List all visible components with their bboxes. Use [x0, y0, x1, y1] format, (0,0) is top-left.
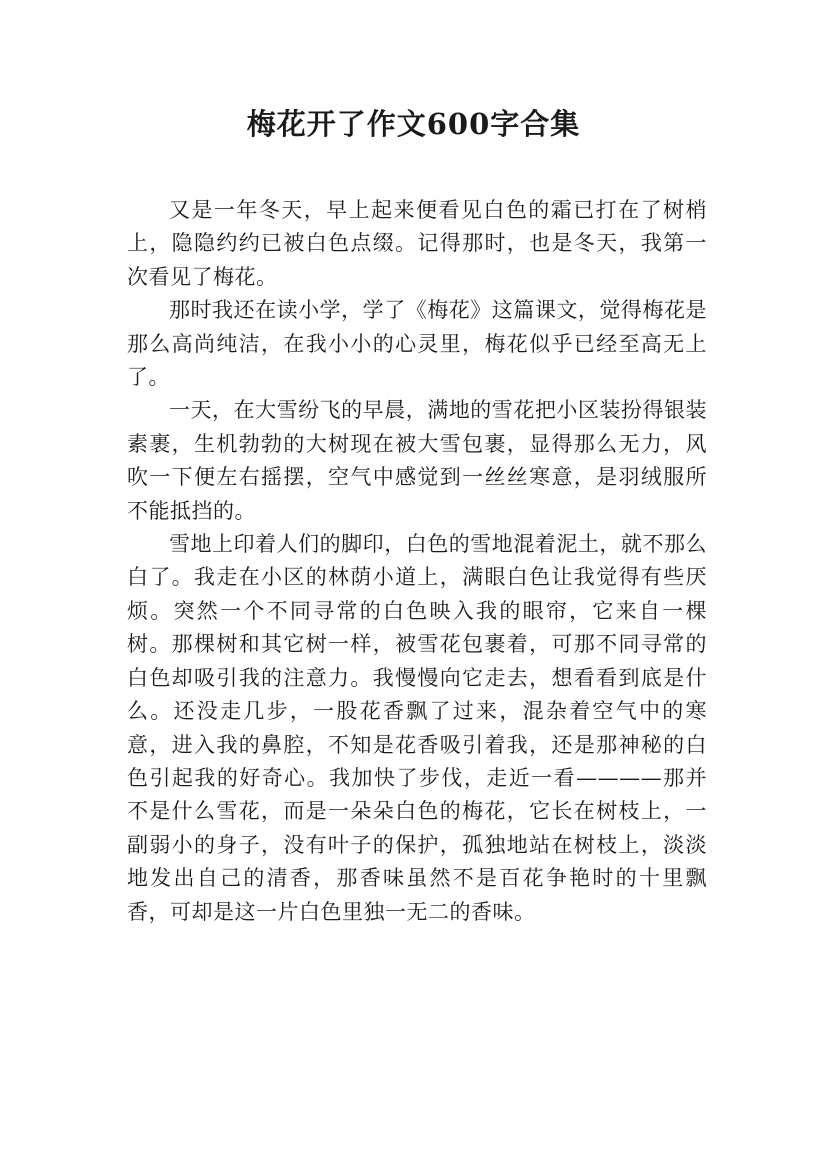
- document-title: 梅花开了作文600字合集: [246, 107, 581, 141]
- paragraph-4: 雪地上印着人们的脚印，白色的雪地混着泥土，就不那么白了。我走在小区的林荫小道上，满眼白色让我觉得有些厌烦。突然一个不同寻常的白色映入我的眼帘，它来自一棵树。那棵树和其它树一样，被雪花包裹着，可那不同寻常的白色却吸引我的注意力。我慢慢向它走去，想看看到底是什么。还没走几步，一股花香飘了过来，混杂着空气中的寒意，进入我的鼻腔，不知是花香吸引着我，还是那神秘的白色引起我的好奇心。我加快了步伐，走近一看————那并不是什么雪花，而是一朵朵白色的梅花，它长在树枝上，一副弱小的身子，没有叶子的保护，孤独地站在树枝上，淡淡地发出自己的清香，那香味虽然不是百花争艳时的十里飘香，可却是这一片白色里独一无二的香味。: [127, 532, 707, 924]
- document-body: [127, 194, 707, 929]
- paragraph-3: 一天，在大雪纷飞的早晨，满地的雪花把小区装扮得银装素裹，生机勃勃的大树现在被大雪包裹，显得那么无力，风吹一下便左右摇摆，空气中感觉到一丝丝寒意，是羽绒服所不能抵挡的。: [127, 398, 707, 523]
- paragraph-2: 那时我还在读小学，学了《梅花》这篇课文，觉得梅花是那么高尚纯洁，在我小小的心灵里，梅花似乎已经至高无上了。: [127, 298, 707, 390]
- paragraph-1: 又是一年冬天，早上起来便看见白色的霜已打在了树梢上，隐隐约约已被白色点缀。记得那时，也是冬天，我第一次看见了梅花。: [127, 198, 707, 289]
